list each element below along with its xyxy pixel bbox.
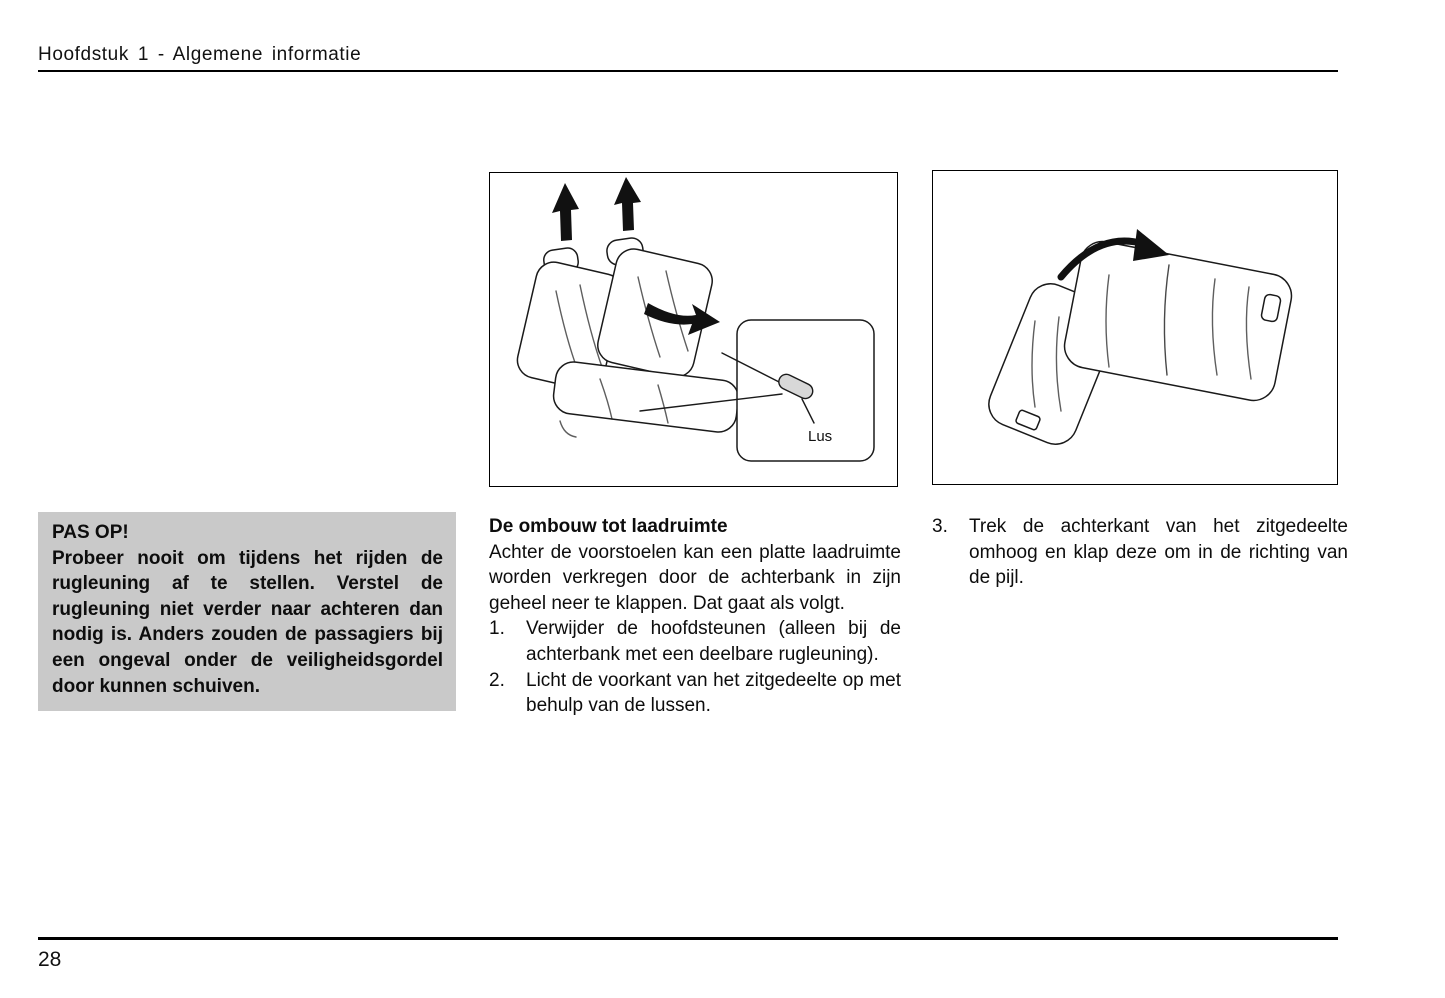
page-number: 28 xyxy=(38,948,62,971)
step-number: 2. xyxy=(489,669,505,691)
step-1 xyxy=(489,616,901,667)
step-text: Trek de achterkant van het zitgedeelte omhoog en klap deze om in de richting van de pijl. xyxy=(969,516,1348,589)
header-rule xyxy=(38,70,1338,72)
footer-rule xyxy=(38,937,1338,940)
section-intro: Achter de voorstoelen kan een platte laadruimte worden verkregen door de achterbank in zijn geheel neer te klappen. Dat gaat als volgt. xyxy=(489,541,901,614)
loop-label: Lus xyxy=(808,428,833,445)
up-arrow-icon xyxy=(614,177,641,231)
warning-body: Probeer nooit om tijdens het rijden de rugleuning af te stellen. Verstel de rugleuning niet verder naar achteren dan nodig is. Anders zouden de passagiers bij een ongeval onder de veiligheidsgordel door kunnen schuiven. xyxy=(52,547,443,697)
figure-seat-folded xyxy=(932,170,1338,485)
step-number: 3. xyxy=(932,516,948,537)
chapter-header: Hoofdstuk 1 - Algemene informatie xyxy=(38,44,362,65)
warning-title: PAS OP! xyxy=(52,522,129,543)
seat-fold-illustration xyxy=(490,173,899,488)
section-heading: De ombouw tot laadruimte xyxy=(489,516,728,537)
seat-folded-illustration xyxy=(933,171,1339,486)
instructions-column-right xyxy=(932,514,1348,591)
step-3 xyxy=(932,514,1348,591)
step-text: Verwijder de hoofdsteunen (alleen bij de achterbank met een deelbare rugleuning). xyxy=(526,618,901,665)
step-2 xyxy=(489,668,901,719)
step-text: Licht de voorkant van het zitgedeelte op met behulp van de lussen. xyxy=(526,669,901,717)
figure-seat-fold-loop xyxy=(489,172,898,487)
warning-box xyxy=(38,512,456,711)
up-arrow-icon xyxy=(552,183,579,241)
seat-cushion xyxy=(552,360,741,437)
instructions-column xyxy=(489,514,901,719)
step-number: 1. xyxy=(489,618,505,640)
